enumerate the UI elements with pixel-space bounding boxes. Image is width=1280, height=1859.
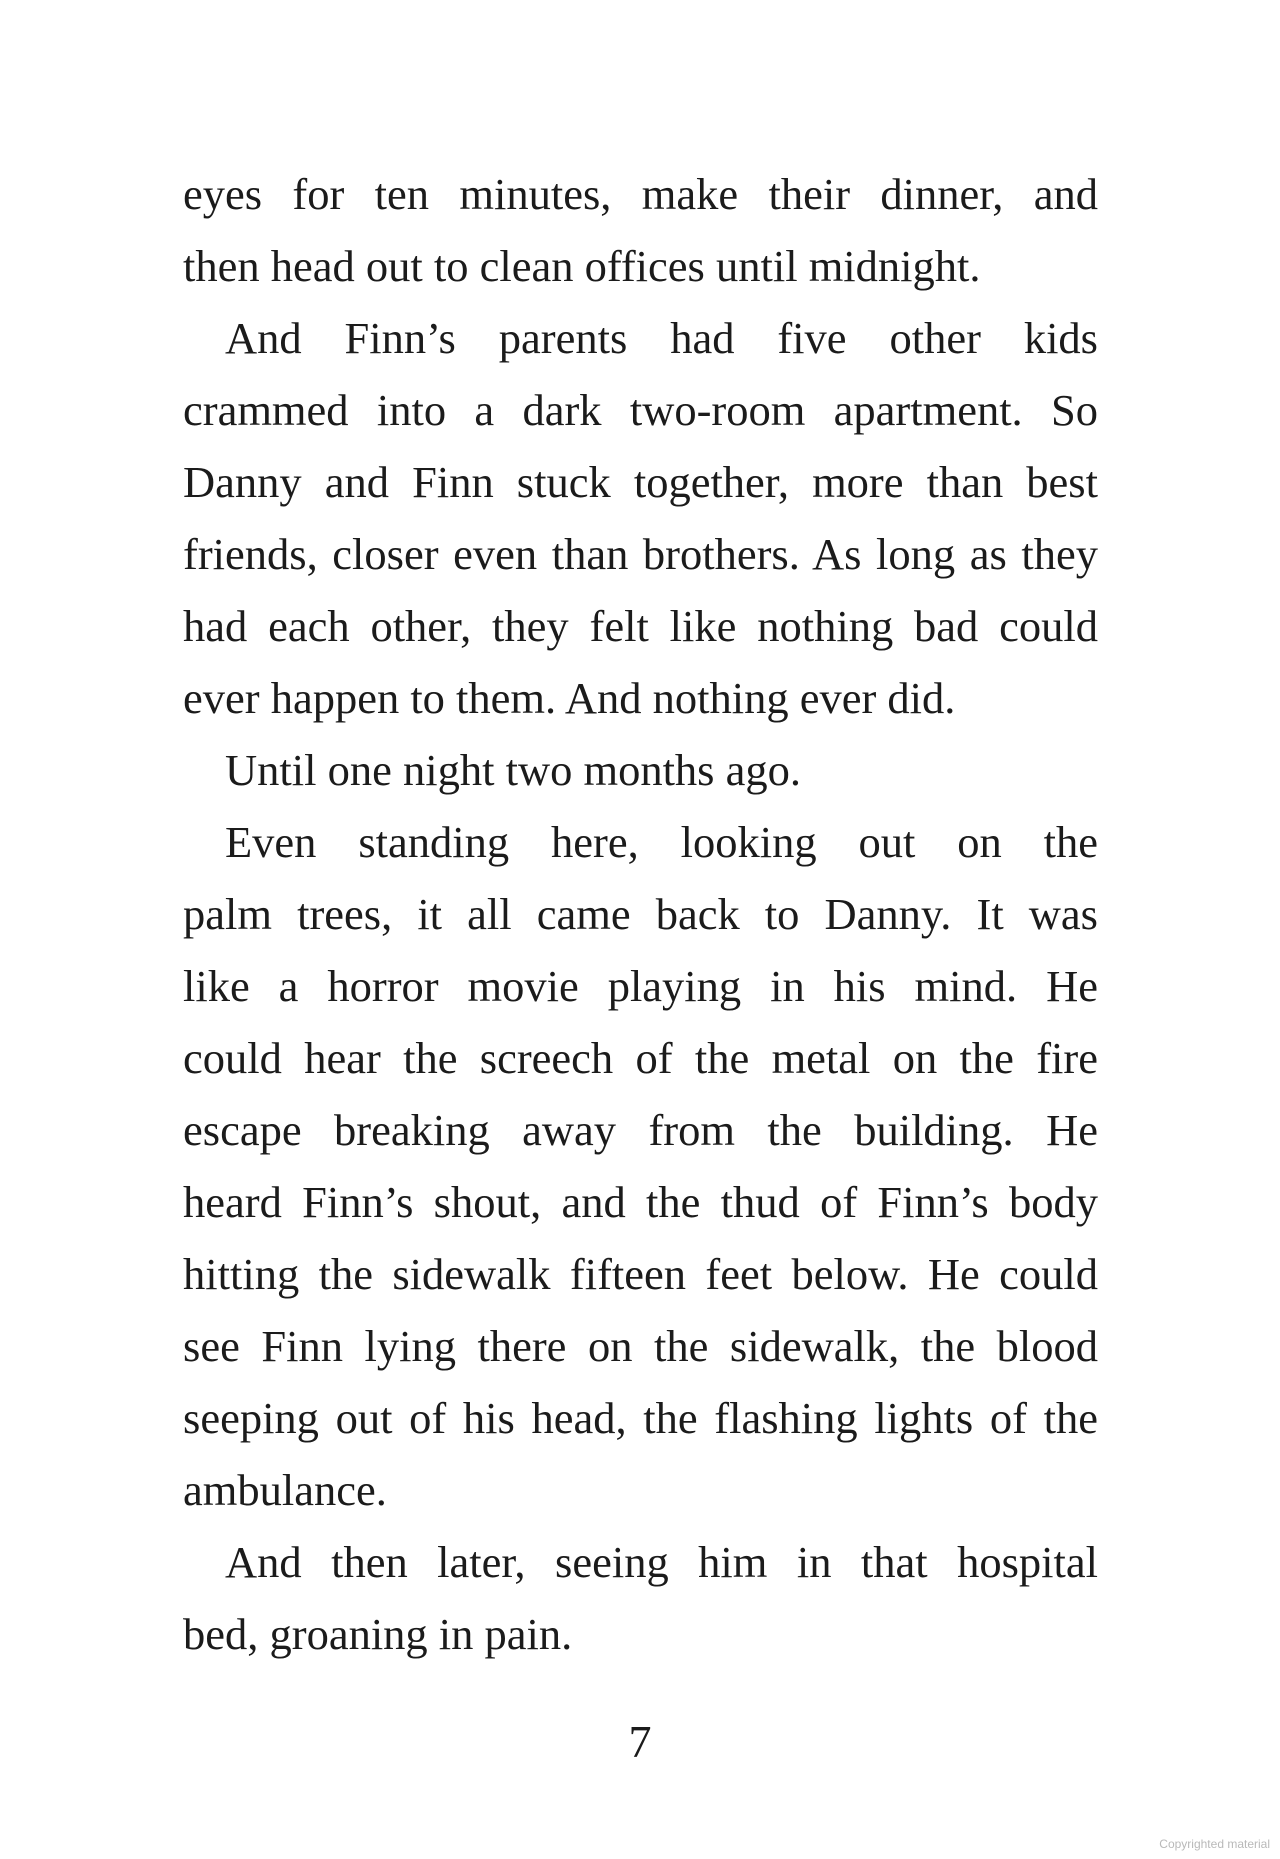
text-line: hitting the sidewalk fifteen feet below. He could <box>183 1249 1098 1299</box>
text-line: then head out to clean offices until midnight. <box>183 241 981 291</box>
body-text <box>183 158 1098 1670</box>
text-line: eyes for ten minutes, make their dinner, and <box>183 169 1098 219</box>
copyright-notice: Copyrighted material <box>1159 1837 1270 1851</box>
text-line: palm trees, it all came back to Danny. It was <box>183 889 1098 939</box>
text-line: Danny and Finn stuck together, more than best <box>183 457 1098 507</box>
text-line: heard Finn’s shout, and the thud of Finn’s body <box>183 1177 1098 1227</box>
text-line: And Finn’s parents had five other kids <box>225 313 1098 363</box>
text-line: escape breaking away from the building. He <box>183 1105 1098 1155</box>
text-line: crammed into a dark two-room apartment. So <box>183 385 1098 435</box>
text-line: bed, groaning in pain. <box>183 1609 573 1659</box>
page-number: 7 <box>628 1716 652 1767</box>
text-line: ambulance. <box>183 1465 387 1515</box>
text-line: like a horror movie playing in his mind. He <box>183 961 1098 1011</box>
text-line: seeping out of his head, the flashing lights of the <box>183 1393 1098 1443</box>
text-line: ever happen to them. And nothing ever did. <box>183 673 956 723</box>
text-line: could hear the screech of the metal on the fire <box>183 1033 1098 1083</box>
text-line: Even standing here, looking out on the <box>225 817 1098 867</box>
text-line: see Finn lying there on the sidewalk, the blood <box>183 1321 1098 1371</box>
text-line: friends, closer even than brothers. As long as they <box>183 529 1098 579</box>
text-line: Until one night two months ago. <box>225 745 802 795</box>
text-line: had each other, they felt like nothing bad could <box>183 601 1098 651</box>
text-line: And then later, seeing him in that hospital <box>225 1537 1098 1587</box>
